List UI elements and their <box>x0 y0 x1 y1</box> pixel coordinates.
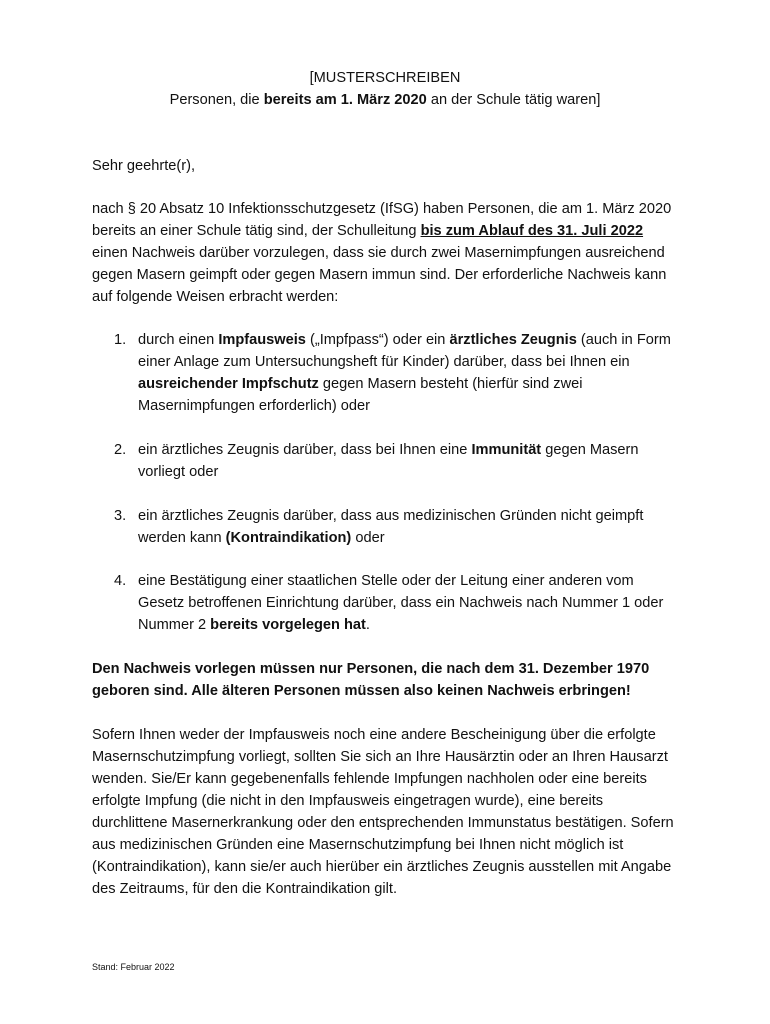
list-line <box>138 614 722 636</box>
list-item-body <box>138 505 722 549</box>
list-bold: ärztliches Zeugnis <box>449 332 577 348</box>
list-line <box>138 373 722 395</box>
list-text: ein ärztliches Zeugnis darüber, dass bei Ihnen eine <box>138 442 472 458</box>
list-line: Masernimpfungen erforderlich) oder <box>138 398 370 414</box>
paragraph-line: wenden. Sie/Er kann gegebenenfalls fehlende Impfungen nachholen oder eine bereits <box>92 771 647 787</box>
notice-line: Den Nachweis vorlegen müssen nur Personen, die nach dem 31. Dezember 1970 <box>92 661 650 677</box>
intro-line: einen Nachweis darüber vorzulegen, dass sie durch zwei Masernimpfungen ausreichend <box>92 245 665 261</box>
paragraph-line: des Zeitraums, für den die Kontraindikation gilt. <box>92 881 398 897</box>
paragraph-line: durchlittene Masernerkrankung oder den entsprechenden Immunstatus bestätigen. Sofern <box>92 815 674 831</box>
intro-line: nach § 20 Absatz 10 Infektionsschutzgesetz (IfSG) haben Personen, die am 1. März 2020 <box>92 201 672 217</box>
list-line <box>138 527 722 549</box>
header-text: Personen, die <box>169 92 264 108</box>
age-notice-paragraph <box>92 658 722 702</box>
list-line: vorliegt oder <box>138 464 219 480</box>
list-text: („Impfpass“) oder ein <box>305 332 450 348</box>
list-text: werden kann <box>138 530 226 546</box>
list-text: oder <box>351 530 385 546</box>
doctor-info-paragraph <box>92 724 722 900</box>
footer-date: Stand: Februar 2022 <box>92 962 175 972</box>
header-line-1: [MUSTERSCHREIBEN <box>309 70 461 86</box>
list-text: gegen Masern besteht (hierfür sind zwei <box>318 376 583 392</box>
list-line <box>138 329 722 351</box>
list-line: Gesetz betroffenen Einrichtung darüber, dass ein Nachweis nach Nummer 1 oder <box>138 595 664 611</box>
list-line: einer Anlage zum Untersuchungsheft für Kinder) darüber, dass bei Ihnen ein <box>138 354 630 370</box>
list-line: eine Bestätigung einer staatlichen Stelle oder der Leitung einer anderen vom <box>138 573 634 589</box>
list-bold: Impfausweis <box>218 332 306 348</box>
list-text: . <box>365 617 370 633</box>
intro-text: bereits an einer Schule tätig sind, der Schulleitung <box>92 223 421 239</box>
list-item-body <box>138 570 722 636</box>
paragraph-line: aus medizinischen Gründen eine Masernschutzimpfung bei Ihnen nicht möglich ist <box>92 837 624 853</box>
list-line: ein ärztliches Zeugnis darüber, dass aus medizinischen Gründen nicht geimpft <box>138 508 644 524</box>
document-header <box>0 67 770 111</box>
notice-line: geboren sind. Alle älteren Personen müssen also keinen Nachweis erbringen! <box>92 683 631 699</box>
deadline-underlined: bis zum Ablauf des 31. Juli 2022 <box>420 223 644 239</box>
list-text: gegen Masern <box>541 442 639 458</box>
header-text-end: an der Schule tätig waren] <box>426 92 601 108</box>
list-text: (auch in Form <box>576 332 671 348</box>
header-date-bold: bereits am 1. März 2020 <box>263 92 427 108</box>
header-line-2 <box>0 89 770 111</box>
paragraph-line: (Kontraindikation), kann sie/er auch hierüber ein ärztliches Zeugnis ausstellen mit Angabe <box>92 859 672 875</box>
intro-line <box>92 220 722 242</box>
list-bold: ausreichender Impfschutz <box>138 376 319 392</box>
list-text: Nummer 2 <box>138 617 211 633</box>
list-line <box>138 439 722 461</box>
paragraph-line: Sofern Ihnen weder der Impfausweis noch eine andere Bescheinigung über die erfolgte <box>92 727 656 743</box>
list-item-body <box>138 439 722 483</box>
paragraph-line: erfolgte Impfung (die nicht in den Impfausweis eingetragen wurde), eine bereits <box>92 793 604 809</box>
intro-paragraph <box>92 198 722 308</box>
salutation: Sehr geehrte(r), <box>92 158 196 174</box>
list-number: 2. <box>114 442 127 458</box>
intro-line: gegen Masern geimpft oder gegen Masern immun sind. Der erforderliche Nachweis kann <box>92 267 667 283</box>
list-bold: (Kontraindikation) <box>225 530 352 546</box>
intro-line: auf folgende Weisen erbracht werden: <box>92 289 339 305</box>
list-number: 4. <box>114 573 127 589</box>
list-text: durch einen <box>138 332 219 348</box>
list-bold: bereits vorgelegen hat <box>210 617 366 633</box>
list-number: 1. <box>114 332 127 348</box>
list-item-body <box>138 329 722 417</box>
list-number: 3. <box>114 508 127 524</box>
list-bold: Immunität <box>471 442 542 458</box>
paragraph-line: Masernschutzimpfung vorliegt, sollten Sie sich an Ihre Hausärztin oder an Ihren Hausarzt <box>92 749 668 765</box>
